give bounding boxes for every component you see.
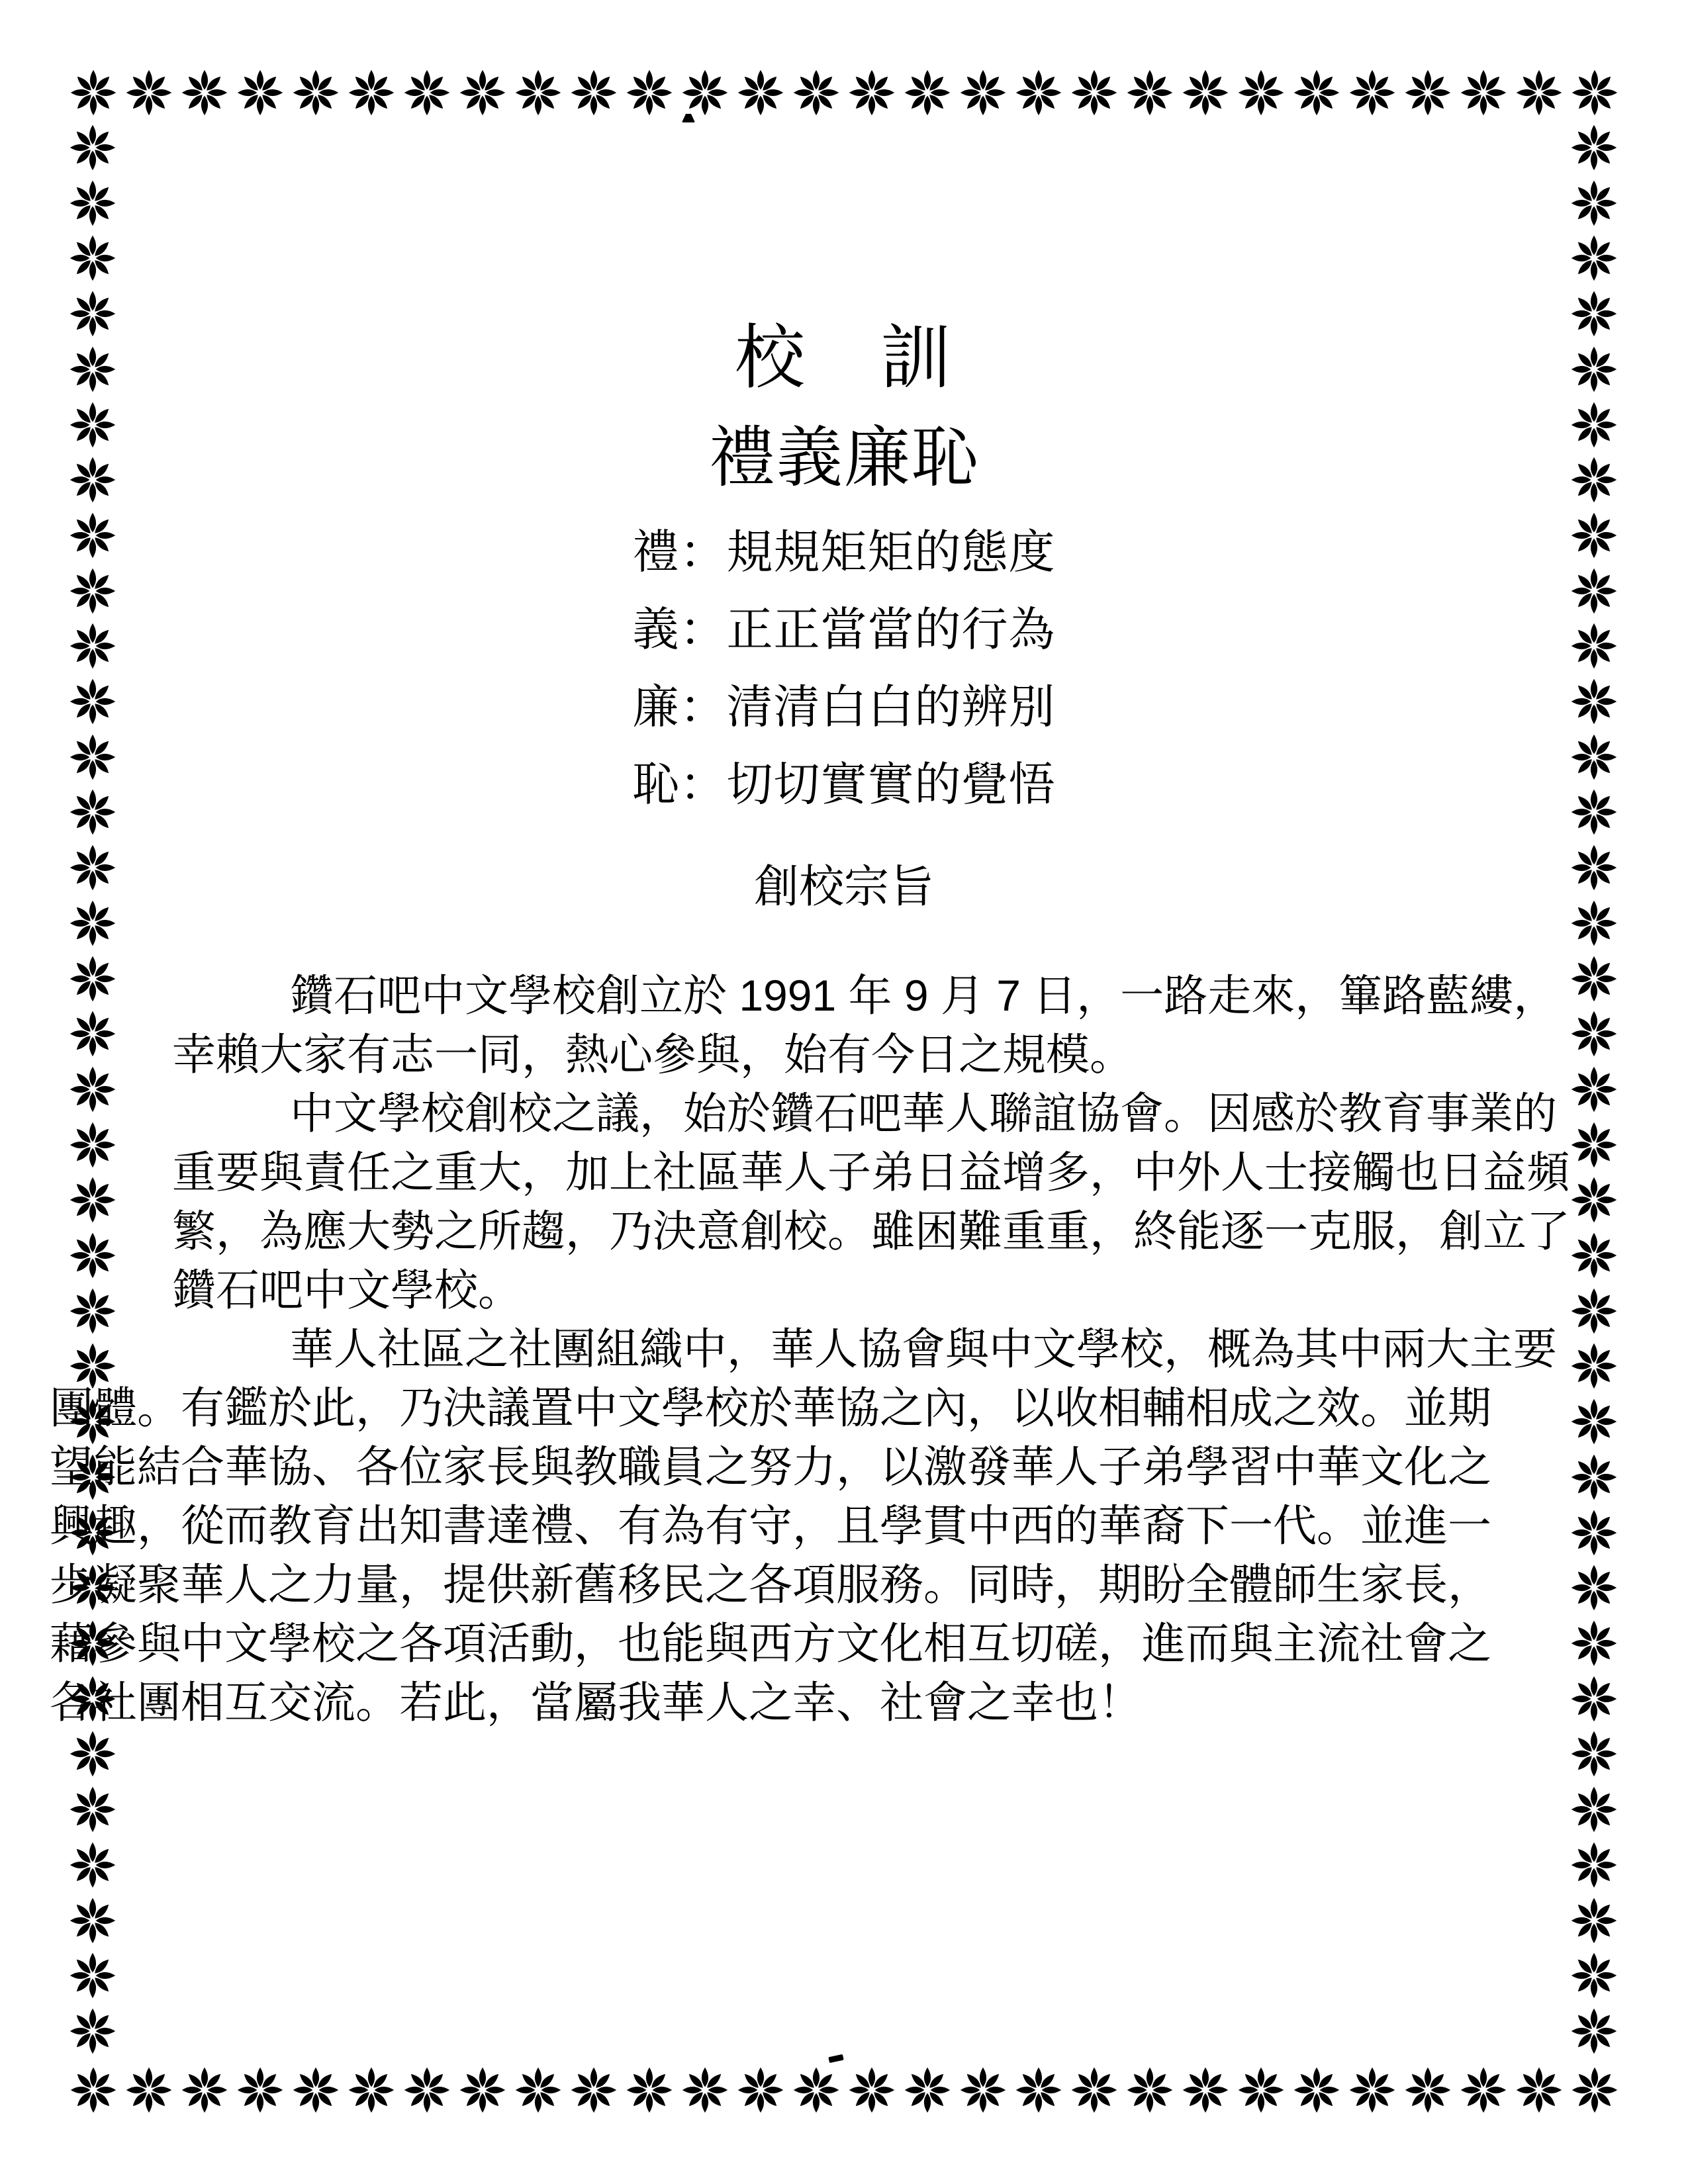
flower-asterisk-icon (1237, 2066, 1286, 2115)
flower-asterisk-icon (1570, 1729, 1618, 1778)
flower-asterisk-icon (180, 2066, 229, 2115)
motto-line-li: 禮：規規矩矩的態度 (632, 526, 1056, 578)
flower-asterisk-icon (68, 1896, 117, 1945)
flower-asterisk-icon (1292, 68, 1341, 117)
flower-asterisk-icon (959, 2066, 1008, 2115)
flower-asterisk-icon (68, 1951, 117, 2000)
flower-asterisk-icon (903, 2066, 952, 2115)
flower-asterisk-icon (1348, 2066, 1397, 2115)
motto-block (0, 514, 1688, 823)
border-top (69, 68, 1619, 117)
flower-asterisk-icon (68, 2007, 117, 2056)
flower-asterisk-icon (680, 68, 729, 117)
flower-asterisk-icon (1570, 1951, 1618, 2000)
body-text-line: 重要與責任之重大，加上社區華人子弟日益增多，中外人士接觸也日益頻 (172, 1148, 1570, 1197)
flower-asterisk-icon (1570, 234, 1618, 283)
flower-asterisk-icon (180, 68, 229, 117)
flower-asterisk-icon (1403, 2066, 1452, 2115)
flower-asterisk-icon (458, 2066, 507, 2115)
flower-asterisk-icon (625, 68, 674, 117)
body-text-line: 步凝聚華人之力量，提供新舊移民之各項服務。同時，期盼全體師生家長， (50, 1560, 1491, 1609)
body-text-line: 藉參與中文學校之各項活動，也能與西方文化相互切磋，進而與主流社會之 (50, 1619, 1491, 1668)
flower-asterisk-icon (68, 1841, 117, 1889)
body-text-line: 鑽石吧中文學校創立於 1991 年 9 月 7 日，一路走來，篳路藍縷， (290, 971, 1558, 1020)
flower-asterisk-icon (792, 68, 841, 117)
flower-asterisk-icon (1570, 2066, 1619, 2115)
flower-asterisk-icon (1570, 68, 1619, 117)
flower-asterisk-icon (347, 68, 396, 117)
flower-asterisk-icon (1570, 1896, 1618, 1945)
school-motto: 禮義廉恥 (709, 421, 979, 495)
flower-asterisk-icon (569, 2066, 618, 2115)
flower-asterisk-icon (1515, 2066, 1564, 2115)
flower-asterisk-icon (1570, 2007, 1618, 2056)
flower-asterisk-icon (625, 2066, 674, 2115)
document-title: 校 訓 (735, 319, 953, 397)
flower-asterisk-icon (847, 2066, 896, 2115)
flower-asterisk-icon (68, 179, 117, 228)
flower-asterisk-icon (1070, 2066, 1119, 2115)
flower-asterisk-icon (1014, 68, 1063, 117)
flower-asterisk-icon (736, 68, 785, 117)
body-text-line: 望能結合華協、各位家長與教職員之努力，以激發華人子弟學習中華文化之 (50, 1442, 1491, 1491)
flower-asterisk-icon (569, 68, 618, 117)
body-text (0, 966, 1688, 1732)
flower-asterisk-icon (402, 2066, 451, 2115)
flower-asterisk-icon (1459, 68, 1508, 117)
flower-asterisk-icon (1237, 68, 1286, 117)
flower-asterisk-icon (402, 68, 451, 117)
flower-asterisk-icon (1459, 2066, 1508, 2115)
motto-line-lian: 廉：清清白白的辨別 (632, 681, 1056, 733)
flower-asterisk-icon (1348, 68, 1397, 117)
border-bottom (69, 2066, 1619, 2115)
body-text-line: 中文學校創校之議，始於鑽石吧華人聯誼協會。因感於教育事業的 (290, 1089, 1557, 1138)
flower-asterisk-icon (68, 1785, 117, 1834)
body-text-line: 各社團相互交流。若此，當屬我華人之幸、社會之幸也！ (50, 1678, 1142, 1727)
flower-asterisk-icon (1403, 68, 1452, 117)
flower-asterisk-icon (680, 2066, 729, 2115)
flower-asterisk-icon (1570, 1785, 1618, 1834)
flower-asterisk-icon (1515, 68, 1564, 117)
flower-asterisk-icon (236, 68, 285, 117)
flower-asterisk-icon (1570, 1841, 1618, 1889)
scan-artifact-bottom (828, 2054, 843, 2063)
flower-asterisk-icon (1570, 179, 1618, 228)
body-text-line: 興趣，從而教育出知書達禮、有為有守，且學貫中西的華裔下一代。並進一 (50, 1501, 1491, 1550)
body-text-line: 繁，為應大勢之所趨，乃決意創校。雖困難重重，終能逐一克服，創立了 (172, 1206, 1570, 1255)
flower-asterisk-icon (291, 2066, 340, 2115)
motto-line-yi: 義：正正當當的行為 (632, 604, 1056, 655)
body-text-line: 幸賴大家有志一同，熱心參與，始有今日之規模。 (172, 1030, 1133, 1079)
flower-asterisk-icon (792, 2066, 841, 2115)
flower-asterisk-icon (124, 68, 173, 117)
flower-asterisk-icon (347, 2066, 396, 2115)
flower-asterisk-icon (68, 123, 117, 172)
flower-asterisk-icon (514, 68, 563, 117)
motto-line-chi: 恥：切切實實的覺悟 (632, 758, 1056, 810)
flower-asterisk-icon (514, 2066, 563, 2115)
flower-asterisk-icon (1181, 68, 1230, 117)
flower-asterisk-icon (1014, 2066, 1063, 2115)
flower-asterisk-icon (291, 68, 340, 117)
body-text-line: 團體。有鑑於此，乃決議置中文學校於華協之內，以收相輔相成之效。並期 (50, 1383, 1491, 1432)
flower-asterisk-icon (903, 68, 952, 117)
flower-asterisk-icon (69, 68, 118, 117)
flower-asterisk-icon (1292, 2066, 1341, 2115)
flower-asterisk-icon (1070, 68, 1119, 117)
flower-asterisk-icon (1125, 68, 1174, 117)
flower-asterisk-icon (959, 68, 1008, 117)
flower-asterisk-icon (736, 2066, 785, 2115)
flower-asterisk-icon (68, 1729, 117, 1778)
flower-asterisk-icon (1125, 2066, 1174, 2115)
flower-asterisk-icon (1570, 123, 1618, 172)
flower-asterisk-icon (847, 68, 896, 117)
body-text-line: 華人社區之社團組織中，華人協會與中文學校，概為其中兩大主要 (290, 1324, 1557, 1373)
flower-asterisk-icon (124, 2066, 173, 2115)
flower-asterisk-icon (236, 2066, 285, 2115)
flower-asterisk-icon (458, 68, 507, 117)
flower-asterisk-icon (1181, 2066, 1230, 2115)
flower-asterisk-icon (68, 234, 117, 283)
section-heading: 創校宗旨 (753, 862, 934, 912)
flower-asterisk-icon (69, 2066, 118, 2115)
body-text-line: 鑽石吧中文學校。 (172, 1265, 522, 1314)
